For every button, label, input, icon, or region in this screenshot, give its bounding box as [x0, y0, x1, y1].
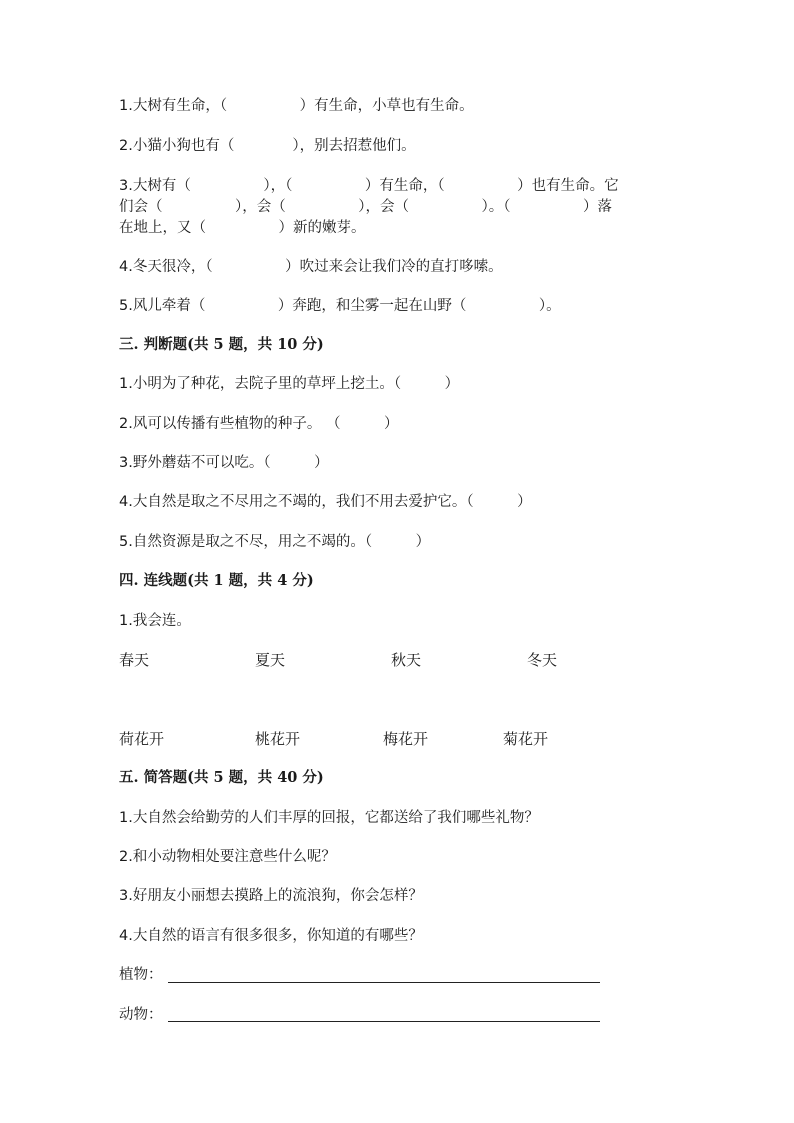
short-question-3: 3.好朋友小丽想去摸路上的流浪狗，你会怎样？ [119, 888, 423, 904]
flower-lotus: 荷花开 [119, 730, 165, 748]
animal-answer-line[interactable] [168, 1021, 600, 1022]
judge-question-2: 2.风可以传播有些植物的种子。 （ ） [119, 416, 399, 432]
season-winter: 冬天 [527, 651, 558, 669]
plant-answer-line[interactable] [168, 982, 600, 983]
judge-question-5: 5.自然资源是取之不尽，用之不竭的。（ ） [119, 534, 431, 550]
fill-question-4: 4.冬天很冷，（ ）吹过来会让我们冷的直打哆嗦。 [119, 259, 503, 275]
season-summer: 夏天 [255, 651, 286, 669]
fill-question-3-line-3: 在地上，又（ ）新的嫩芽。 [119, 220, 366, 236]
season-spring: 春天 [119, 651, 150, 669]
fill-question-3-line-2: 们会（ ），会（ ），会（ ）。（ ）落 [119, 199, 612, 215]
section-heading-match: 四. 连线题(共 1 题，共 4 分) [119, 572, 314, 589]
animal-label: 动物： [119, 1007, 163, 1023]
match-question-1: 1.我会连。 [119, 613, 191, 629]
season-autumn: 秋天 [391, 651, 422, 669]
flower-plum: 梅花开 [383, 730, 429, 748]
section-heading-judge: 三. 判断题(共 5 题，共 10 分) [119, 336, 324, 353]
section-heading-short-answer: 五. 简答题(共 5 题，共 40 分) [119, 769, 324, 786]
judge-question-1: 1.小明为了种花，去院子里的草坪上挖土。（ ） [119, 376, 460, 392]
short-question-2: 2.和小动物相处要注意些什么呢？ [119, 849, 336, 865]
short-question-4: 4.大自然的语言有很多很多，你知道的有哪些？ [119, 928, 423, 944]
short-question-1: 1.大自然会给勤劳的人们丰厚的回报，它都送给了我们哪些礼物？ [119, 810, 539, 826]
flower-chrysanthemum: 菊花开 [503, 730, 549, 748]
fill-question-1: 1.大树有生命，（ ）有生命，小草也有生命。 [119, 98, 474, 114]
flower-peach: 桃花开 [255, 730, 301, 748]
judge-question-4: 4.大自然是取之不尽用之不竭的，我们不用去爱护它。（ ） [119, 494, 532, 510]
fill-question-2: 2.小猫小狗也有（ ），别去招惹他们。 [119, 138, 416, 154]
fill-question-3-line-1: 3.大树有（ ），（ ）有生命，（ ）也有生命。它 [119, 178, 619, 194]
plant-label: 植物： [119, 967, 163, 983]
judge-question-3: 3.野外蘑菇不可以吃。（ ） [119, 455, 329, 471]
fill-question-5: 5.风儿牵着（ ）奔跑，和尘雾一起在山野（ ）。 [119, 298, 561, 314]
